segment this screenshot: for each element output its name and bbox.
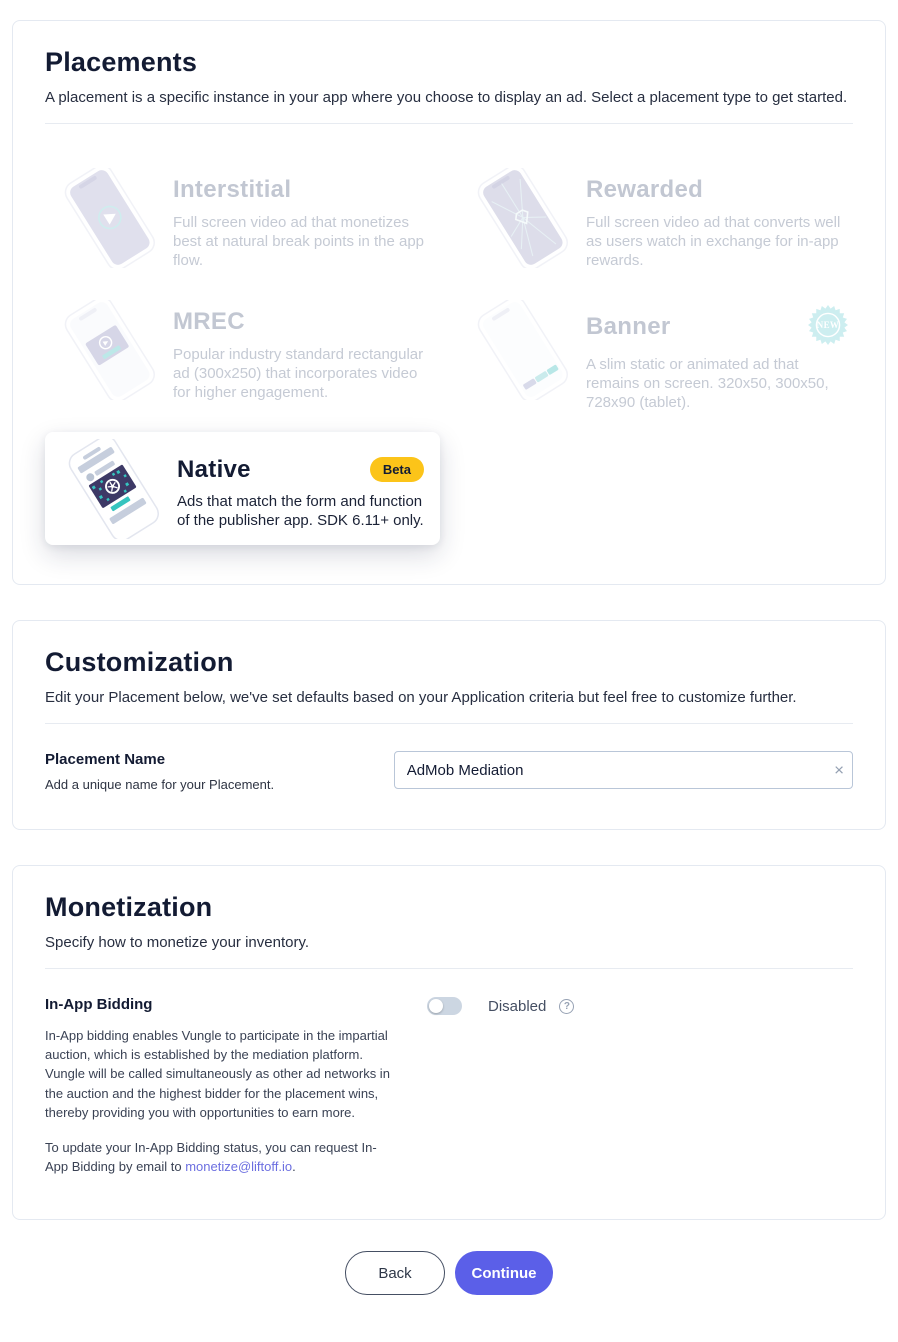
option-description: Ads that match the form and function of the publisher app. SDK 6.11+ only. [177,492,424,529]
monetization-card [12,865,886,1220]
monetize-email-link[interactable]: monetize@liftoff.io [185,1159,293,1175]
placement-option-interstitial[interactable] [45,168,440,280]
in-app-bidding-status: Disabled [488,997,547,1015]
in-app-bidding-label: In-App Bidding [45,996,153,1013]
monetization-description: Specify how to monetize your inventory. [45,934,310,951]
placement-option-rewarded[interactable] [458,168,853,280]
option-description: Full screen video ad that monetizes best at natural break points in the app flow. [173,214,425,269]
in-app-bidding-toggle[interactable] [427,997,462,1015]
divider [45,123,853,124]
placement-options-grid [45,168,853,545]
option-description: Popular industry standard rectangular ad (300x250) that incorporates video for higher engagement. [173,346,424,401]
back-button[interactable]: Back [345,1251,445,1295]
placement-option-banner[interactable] [458,300,853,412]
placement-name-help: Add a unique name for your Placement. [45,777,275,792]
customization-description: Edit your Placement below, we've set defaults based on your Application criteria but feel free to customize further. [45,689,797,706]
placement-name-row [45,751,853,792]
in-app-bidding-description: In-App bidding enables Vungle to participate in the impartial auction, which is established by the mediation platform. Vungle will be called simultaneously as other ad networks in the auction and the highest bidder for the placement wins, thereby providing you with opportunities to earn more. [45,1028,390,1120]
help-icon[interactable]: ? [559,999,574,1014]
option-title: Banner [586,313,671,340]
continue-button[interactable]: Continue [455,1251,553,1295]
placement-option-native[interactable] [45,432,440,545]
rewarded-phone-icon [458,168,586,268]
clear-input-icon[interactable]: × [834,760,844,780]
native-phone-icon [49,439,177,539]
svg-text:NEW: NEW [816,320,840,331]
option-title: Interstitial [173,176,292,203]
mrec-phone-icon [45,300,173,400]
in-app-bidding-note: To update your In-App Bidding status, you can request In-App Bidding by email to monetize@liftoff.io. [45,1140,377,1175]
new-badge-icon [807,304,849,346]
placement-option-mrec[interactable] [45,300,440,412]
toggle-knob [429,999,443,1013]
placement-name-input[interactable] [394,751,853,789]
placements-title: Placements [45,47,198,77]
beta-badge: Beta [370,457,424,482]
option-title: Native [177,455,251,483]
divider [45,723,853,724]
placements-card [12,20,886,585]
in-app-bidding-row [45,996,853,1177]
divider [45,968,853,969]
interstitial-phone-icon [45,168,173,268]
option-title: Rewarded [586,176,704,203]
monetization-title: Monetization [45,892,213,922]
banner-phone-icon [458,300,586,400]
option-description: A slim static or animated ad that remains on screen. 320x50, 300x50, 728x90 (tablet). [586,356,829,411]
placement-name-label: Placement Name [45,751,166,768]
footer-actions [0,1251,898,1295]
customization-card [12,620,886,830]
option-description: Full screen video ad that converts well as users watch in exchange for in-app rewards. [586,214,841,269]
placements-description: A placement is a specific instance in your app where you choose to display an ad. Select a placement type to get started. [45,89,848,106]
option-title: MREC [173,308,245,335]
customization-title: Customization [45,647,234,677]
